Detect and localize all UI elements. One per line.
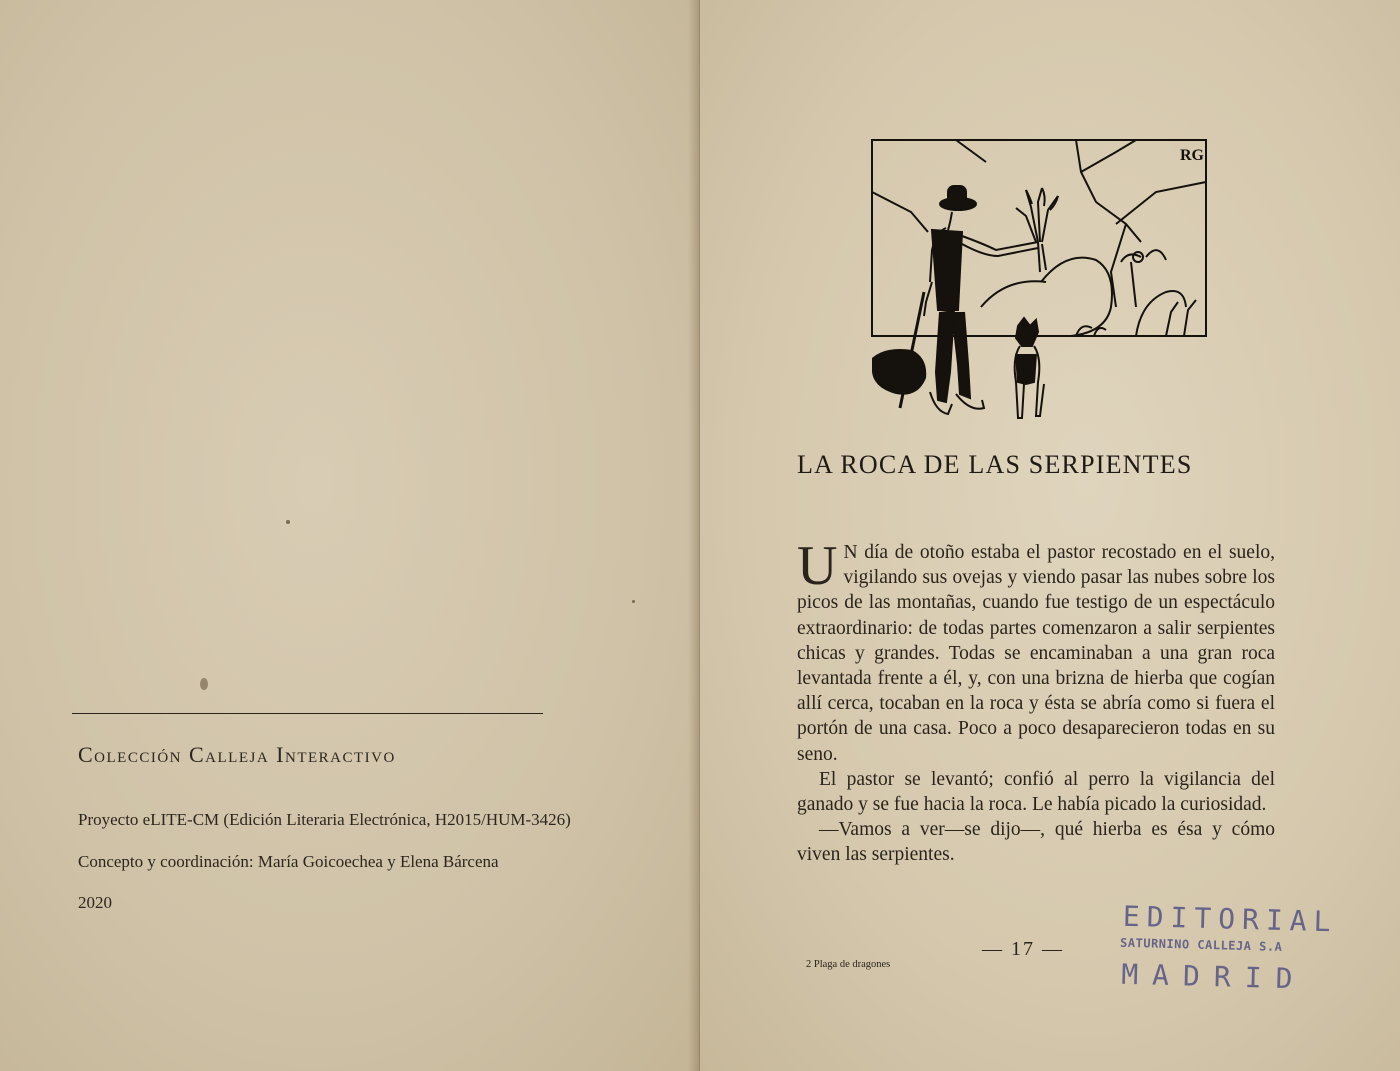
illustration-monogram: RG xyxy=(1180,147,1204,164)
publisher-stamp xyxy=(1107,897,1338,1002)
shepherd-illustration xyxy=(866,132,1218,426)
right-page xyxy=(700,0,1400,1071)
chapter-title: LA ROCA DE LAS SERPIENTES xyxy=(797,450,1193,479)
collection-title: Colección Calleja Interactivo xyxy=(78,742,396,767)
paragraph-3: —Vamos a ver—se dijo—, qué hierba es ésa y cómo viven las serpientes. xyxy=(797,819,1275,866)
paper-speck xyxy=(286,520,290,524)
publication-year: 2020 xyxy=(78,893,112,912)
paper-speck xyxy=(200,678,208,690)
concept-credit: Concepto y coordinación: María Goicoechea y Elena Bárcena xyxy=(78,852,499,871)
signature-mark: 2 Plaga de dragones xyxy=(806,959,891,970)
stamp-line-2: SATURNINO CALLEJA S.A xyxy=(1119,935,1283,954)
paragraph-2: El pastor se levantó; confió al perro la vigilancia del ganado y se fue hacia la roca. Le había picado la curiosidad. xyxy=(797,768,1275,816)
paragraph-1 xyxy=(797,535,1275,767)
stamp-line-3: MADRID xyxy=(1120,957,1307,996)
drop-cap: U xyxy=(797,535,838,597)
colophon-rule xyxy=(72,713,543,714)
project-credit: Proyecto eLITE-CM (Edición Literaria Electrónica, H2015/HUM-3426) xyxy=(78,810,571,829)
paragraph-1-text: N día de otoño estaba el pastor recostado en el suelo, vigilando sus ovejas y viendo pasar las nubes sobre los picos de las montañas, cuando fue testigo de un espectáculo extraordinario: de todas partes comenzaron a salir serpientes chicas y grandes. Todas se encaminaban a una gran roca levantada frente a él, y, con una brizna de hierba que cogían allí cerca, tocaban en la roca y ésta se abría como si fuera el portón de una casa. Poco a poco desaparecieron todas en su seno. xyxy=(797,542,1275,765)
stamp-line-1: EDITORIAL xyxy=(1122,899,1338,939)
page-number: — 17 — xyxy=(982,938,1064,960)
story-text xyxy=(797,535,1275,868)
paper-speck xyxy=(632,600,635,603)
